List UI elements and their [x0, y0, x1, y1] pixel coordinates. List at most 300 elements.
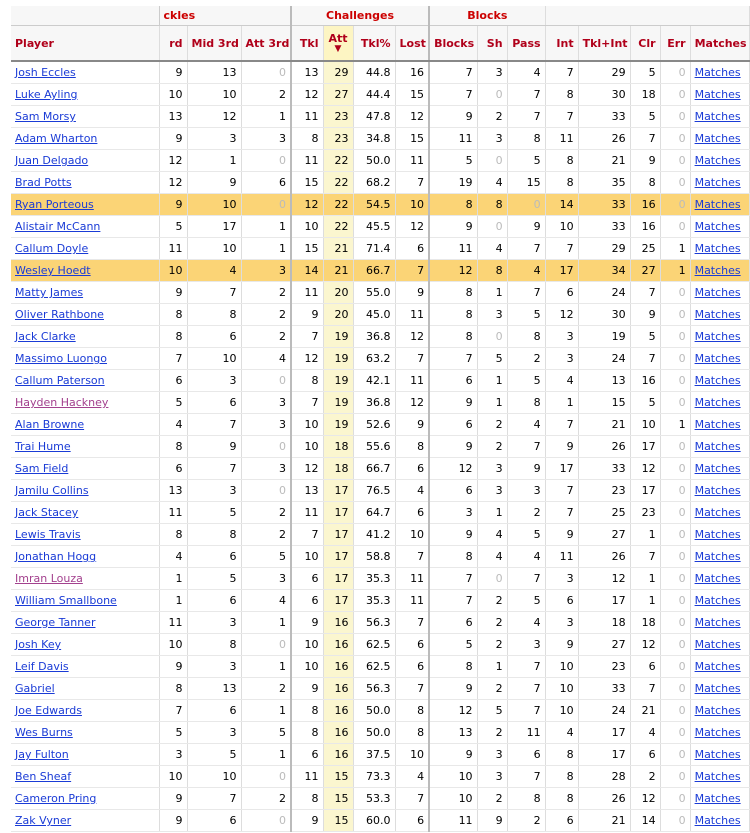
stat-cell: 2 [477, 612, 507, 634]
stat-cell: 2 [477, 722, 507, 744]
stat-cell: 7 [395, 172, 429, 194]
stat-cell: 7 [507, 656, 545, 678]
player-link[interactable]: Cameron Pring [15, 792, 97, 805]
matches-link[interactable]: Matches [694, 792, 741, 805]
stat-cell: 1 [241, 216, 291, 238]
player-link[interactable]: Brad Potts [15, 176, 72, 189]
stat-cell: 10 [187, 766, 241, 788]
player-cell [11, 128, 159, 150]
matches-cell [690, 61, 749, 84]
matches-link[interactable]: Matches [694, 550, 741, 563]
matches-link[interactable]: Matches [694, 594, 741, 607]
matches-link[interactable]: Matches [694, 396, 741, 409]
stat-cell: 12 [429, 458, 477, 480]
stat-cell: 2 [507, 810, 545, 832]
stat-cell: 10 [429, 766, 477, 788]
player-cell [11, 744, 159, 766]
stat-cell: 36.8 [353, 392, 395, 414]
matches-link[interactable]: Matches [694, 572, 741, 585]
stat-cell: 16 [630, 370, 660, 392]
column-header-tkl[interactable]: Tkl [291, 26, 323, 62]
defensive-actions-table [11, 6, 750, 832]
stat-cell: 0 [507, 194, 545, 216]
player-link[interactable]: Jamilu Collins [15, 484, 89, 497]
matches-cell [690, 744, 749, 766]
stat-cell: 8 [429, 326, 477, 348]
stat-cell: 4 [507, 414, 545, 436]
stat-cell: 0 [660, 326, 690, 348]
column-header-row [11, 26, 749, 62]
player-cell [11, 238, 159, 260]
column-header-player[interactable]: Player [11, 26, 159, 62]
stat-cell: 22 [323, 150, 353, 172]
stat-cell: 7 [395, 678, 429, 700]
stat-cell: 0 [241, 436, 291, 458]
stat-cell: 7 [395, 348, 429, 370]
stat-cell: 0 [477, 84, 507, 106]
player-cell [11, 612, 159, 634]
matches-link[interactable]: Matches [694, 352, 741, 365]
stat-cell: 25 [630, 238, 660, 260]
stat-cell: 11 [159, 612, 187, 634]
stat-cell: 0 [241, 766, 291, 788]
stat-cell: 15 [323, 766, 353, 788]
player-link[interactable]: Lewis Travis [15, 528, 81, 541]
stat-cell: 9 [159, 282, 187, 304]
matches-link[interactable]: Matches [694, 506, 741, 519]
stat-cell: 13 [187, 61, 241, 84]
stat-cell: 3 [187, 370, 241, 392]
stat-cell: 9 [429, 392, 477, 414]
stat-cell: 55.0 [353, 282, 395, 304]
stat-cell: 8 [545, 788, 578, 810]
player-link[interactable]: Imran Louza [15, 572, 83, 585]
player-link[interactable]: Hayden Hackney [15, 396, 109, 409]
stat-cell: 3 [241, 458, 291, 480]
stat-cell: 16 [323, 744, 353, 766]
table-row [11, 348, 749, 370]
matches-link[interactable]: Matches [694, 726, 741, 739]
stat-cell: 6 [241, 172, 291, 194]
player-cell [11, 370, 159, 392]
player-link[interactable]: Callum Doyle [15, 242, 89, 255]
stat-cell: 9 [159, 656, 187, 678]
stat-cell: 26 [578, 128, 630, 150]
stat-cell: 5 [507, 370, 545, 392]
player-cell [11, 150, 159, 172]
player-link[interactable]: Alistair McCann [15, 220, 101, 233]
stat-cell: 6 [395, 458, 429, 480]
stat-cell: 2 [477, 414, 507, 436]
player-link[interactable]: Adam Wharton [15, 132, 98, 145]
player-link[interactable]: Callum Paterson [15, 374, 105, 387]
stat-cell: 2 [477, 634, 507, 656]
stat-cell: 0 [660, 634, 690, 656]
stat-cell: 21 [578, 810, 630, 832]
stat-cell: 6 [429, 612, 477, 634]
stat-cell: 0 [477, 216, 507, 238]
matches-link[interactable]: Matches [694, 616, 741, 629]
table-row [11, 766, 749, 788]
stat-cell: 6 [395, 656, 429, 678]
stat-cell: 15 [395, 84, 429, 106]
player-link[interactable]: Jack Stacey [15, 506, 79, 519]
stat-cell: 25 [578, 502, 630, 524]
stat-cell: 2 [241, 502, 291, 524]
stat-cell: 3 [241, 260, 291, 282]
stat-cell: 19 [323, 414, 353, 436]
stat-cell: 22 [323, 194, 353, 216]
column-header-lost[interactable]: Lost [395, 26, 429, 62]
player-link[interactable]: Jack Clarke [15, 330, 76, 343]
matches-link[interactable]: Matches [694, 638, 741, 651]
stat-cell: 9 [159, 194, 187, 216]
player-cell [11, 414, 159, 436]
matches-link[interactable]: Matches [694, 88, 741, 101]
table-row [11, 678, 749, 700]
table-row [11, 150, 749, 172]
player-link[interactable]: Leif Davis [15, 660, 69, 673]
stat-cell: 8 [507, 392, 545, 414]
stat-cell: 17 [187, 216, 241, 238]
table-row [11, 370, 749, 392]
stat-cell: 11 [395, 568, 429, 590]
stat-cell: 5 [429, 634, 477, 656]
stat-cell: 3 [545, 348, 578, 370]
stat-cell: 10 [291, 436, 323, 458]
matches-cell [690, 282, 749, 304]
stat-cell: 54.5 [353, 194, 395, 216]
matches-link[interactable]: Matches [694, 242, 741, 255]
column-header-att[interactable] [323, 26, 353, 62]
matches-cell [690, 84, 749, 106]
stat-cell: 0 [241, 194, 291, 216]
stat-cell: 9 [507, 216, 545, 238]
stat-cell: 5 [507, 150, 545, 172]
stat-cell: 9 [291, 612, 323, 634]
stat-cell: 8 [507, 326, 545, 348]
stat-cell: 3 [477, 480, 507, 502]
player-cell [11, 172, 159, 194]
column-header-def-3rd[interactable]: rd [159, 26, 187, 62]
stat-cell: 45.0 [353, 304, 395, 326]
stat-cell: 14 [545, 194, 578, 216]
stat-cell: 0 [660, 370, 690, 392]
player-link[interactable]: Trai Hume [15, 440, 71, 453]
stat-cell: 3 [545, 326, 578, 348]
player-cell [11, 502, 159, 524]
matches-link[interactable]: Matches [694, 682, 741, 695]
stat-cell: 0 [660, 106, 690, 128]
matches-link[interactable]: Matches [694, 132, 741, 145]
stat-cell: 2 [241, 524, 291, 546]
stat-cell: 11 [159, 502, 187, 524]
stat-cell: 17 [323, 590, 353, 612]
matches-link[interactable]: Matches [694, 198, 741, 211]
table-body [11, 61, 749, 832]
table-row [11, 612, 749, 634]
stat-cell: 11 [429, 810, 477, 832]
player-link[interactable]: Luke Ayling [15, 88, 78, 101]
stat-cell: 2 [477, 436, 507, 458]
table-row [11, 106, 749, 128]
stat-cell: 1 [241, 238, 291, 260]
stat-cell: 8 [429, 546, 477, 568]
stat-cell: 2 [507, 502, 545, 524]
stat-cell: 3 [241, 392, 291, 414]
stat-cell: 10 [395, 194, 429, 216]
player-link[interactable]: Josh Key [15, 638, 62, 651]
matches-link[interactable]: Matches [694, 154, 741, 167]
matches-link[interactable]: Matches [694, 770, 741, 783]
matches-cell [690, 260, 749, 282]
player-link[interactable]: Zak Vyner [15, 814, 72, 827]
stat-cell: 7 [507, 766, 545, 788]
player-link[interactable]: Wesley Hoedt [15, 264, 91, 277]
stat-cell: 12 [545, 304, 578, 326]
matches-link[interactable]: Matches [694, 264, 741, 277]
table-row [11, 480, 749, 502]
stat-cell: 37.5 [353, 744, 395, 766]
matches-link[interactable]: Matches [694, 528, 741, 541]
matches-cell [690, 700, 749, 722]
player-link[interactable]: Oliver Rathbone [15, 308, 104, 321]
matches-link[interactable]: Matches [694, 66, 741, 79]
matches-link[interactable]: Matches [694, 704, 741, 717]
stat-cell: 11 [545, 546, 578, 568]
player-link[interactable]: Jonathan Hogg [15, 550, 97, 563]
matches-link[interactable]: Matches [694, 308, 741, 321]
matches-link[interactable]: Matches [694, 484, 741, 497]
matches-link[interactable]: Matches [694, 374, 741, 387]
stat-cell: 14 [291, 260, 323, 282]
stat-cell: 66.7 [353, 458, 395, 480]
stat-cell: 17 [545, 260, 578, 282]
matches-link[interactable]: Matches [694, 440, 741, 453]
stat-cell: 8 [159, 524, 187, 546]
matches-cell [690, 788, 749, 810]
player-link[interactable]: Matty James [15, 286, 84, 299]
player-link[interactable]: Ryan Porteous [15, 198, 94, 211]
stat-cell: 7 [395, 612, 429, 634]
stat-cell: 6 [159, 458, 187, 480]
stat-cell: 55.6 [353, 436, 395, 458]
stat-cell: 45.5 [353, 216, 395, 238]
player-link[interactable]: Sam Morsy [15, 110, 76, 123]
column-header-err[interactable]: Err [660, 26, 690, 62]
stat-cell: 4 [507, 61, 545, 84]
stat-cell: 11 [159, 238, 187, 260]
stat-cell: 15 [323, 788, 353, 810]
stat-cell: 6 [187, 590, 241, 612]
stat-cell: 17 [578, 590, 630, 612]
stat-cell: 10 [291, 634, 323, 656]
stat-cell: 6 [395, 634, 429, 656]
column-header-tkl-int[interactable]: Tkl+Int [578, 26, 630, 62]
matches-link[interactable]: Matches [694, 660, 741, 673]
stat-cell: 10 [545, 678, 578, 700]
matches-cell [690, 238, 749, 260]
stat-cell: 7 [507, 568, 545, 590]
matches-cell [690, 458, 749, 480]
player-link[interactable]: William Smallbone [15, 594, 117, 607]
matches-link[interactable]: Matches [694, 286, 741, 299]
table-row [11, 172, 749, 194]
stat-cell: 8 [187, 524, 241, 546]
stat-cell: 5 [429, 150, 477, 172]
player-link[interactable]: Gabriel [15, 682, 55, 695]
group-header-tackles: ckles [159, 6, 291, 26]
matches-cell [690, 414, 749, 436]
player-cell [11, 106, 159, 128]
stat-cell: 7 [187, 282, 241, 304]
stat-cell: 8 [291, 722, 323, 744]
stat-cell: 18 [630, 84, 660, 106]
stat-cell: 34.8 [353, 128, 395, 150]
column-header-tkl-pct[interactable]: Tkl% [353, 26, 395, 62]
player-cell [11, 656, 159, 678]
table-row [11, 414, 749, 436]
stat-cell: 4 [159, 546, 187, 568]
stat-cell: 10 [187, 84, 241, 106]
stat-cell: 12 [291, 348, 323, 370]
stat-cell: 2 [241, 282, 291, 304]
column-header-clr[interactable]: Clr [630, 26, 660, 62]
player-link[interactable]: Joe Edwards [15, 704, 82, 717]
stat-cell: 63.2 [353, 348, 395, 370]
stat-cell: 0 [660, 502, 690, 524]
stat-cell: 5 [630, 61, 660, 84]
matches-link[interactable]: Matches [694, 418, 741, 431]
matches-cell [690, 810, 749, 832]
column-header-matches[interactable]: Matches [690, 26, 749, 62]
stat-cell: 7 [187, 788, 241, 810]
player-cell [11, 392, 159, 414]
stat-cell: 0 [660, 480, 690, 502]
player-link[interactable]: Juan Delgado [15, 154, 89, 167]
player-link[interactable]: Massimo Luongo [15, 352, 108, 365]
matches-link[interactable]: Matches [694, 220, 741, 233]
stat-cell: 9 [395, 282, 429, 304]
matches-link[interactable]: Matches [694, 748, 741, 761]
column-header-blocks[interactable]: Blocks [429, 26, 477, 62]
stat-cell: 0 [660, 392, 690, 414]
stat-cell: 7 [545, 238, 578, 260]
player-cell [11, 524, 159, 546]
stat-cell: 8 [545, 744, 578, 766]
stat-cell: 7 [507, 282, 545, 304]
stat-cell: 7 [429, 590, 477, 612]
column-header-pass[interactable]: Pass [507, 26, 545, 62]
player-link[interactable]: Sam Field [15, 462, 69, 475]
matches-cell [690, 502, 749, 524]
stat-cell: 22 [323, 172, 353, 194]
player-link[interactable]: Alan Browne [15, 418, 85, 431]
stat-cell: 10 [545, 216, 578, 238]
player-link[interactable]: Josh Eccles [15, 66, 76, 79]
stat-cell: 6 [630, 656, 660, 678]
stat-cell: 1 [477, 392, 507, 414]
stat-cell: 44.4 [353, 84, 395, 106]
matches-cell [690, 524, 749, 546]
stat-cell: 3 [477, 458, 507, 480]
player-link[interactable]: George Tanner [15, 616, 96, 629]
stat-cell: 0 [660, 216, 690, 238]
matches-cell [690, 546, 749, 568]
player-link[interactable]: Ben Sheaf [15, 770, 72, 783]
stat-cell: 5 [241, 722, 291, 744]
stat-cell: 4 [477, 172, 507, 194]
stat-cell: 30 [578, 304, 630, 326]
stat-cell: 11 [395, 590, 429, 612]
column-header-mid-3rd[interactable]: Mid 3rd [187, 26, 241, 62]
stat-cell: 6 [187, 700, 241, 722]
stat-cell: 9 [630, 304, 660, 326]
stat-cell: 16 [323, 656, 353, 678]
stat-cell: 5 [630, 392, 660, 414]
stat-cell: 50.0 [353, 150, 395, 172]
stat-cell: 42.1 [353, 370, 395, 392]
stat-cell: 29 [578, 61, 630, 84]
player-link[interactable]: Wes Burns [15, 726, 73, 739]
stat-cell: 7 [159, 348, 187, 370]
stat-cell: 47.8 [353, 106, 395, 128]
matches-link[interactable]: Matches [694, 814, 741, 827]
column-header-att-3rd[interactable]: Att 3rd [241, 26, 291, 62]
matches-link[interactable]: Matches [694, 330, 741, 343]
stat-cell: 17 [323, 524, 353, 546]
column-header-int[interactable]: Int [545, 26, 578, 62]
matches-link[interactable]: Matches [694, 110, 741, 123]
stat-cell: 12 [291, 458, 323, 480]
stat-cell: 19 [323, 326, 353, 348]
stat-cell: 1 [159, 590, 187, 612]
matches-link[interactable]: Matches [694, 462, 741, 475]
stat-cell: 36.8 [353, 326, 395, 348]
stat-cell: 4 [159, 414, 187, 436]
stat-cell: 8 [545, 150, 578, 172]
table-row [11, 700, 749, 722]
stat-cell: 18 [323, 436, 353, 458]
stat-cell: 11 [291, 282, 323, 304]
matches-link[interactable]: Matches [694, 176, 741, 189]
player-cell [11, 61, 159, 84]
stat-cell: 8 [291, 788, 323, 810]
table-row [11, 436, 749, 458]
stat-cell: 60.0 [353, 810, 395, 832]
stat-cell: 14 [630, 810, 660, 832]
stat-cell: 18 [630, 612, 660, 634]
stat-cell: 3 [545, 612, 578, 634]
stat-cell: 33 [578, 194, 630, 216]
stat-cell: 11 [291, 150, 323, 172]
stat-cell: 12 [429, 260, 477, 282]
stat-cell: 6 [429, 414, 477, 436]
stat-cell: 10 [291, 546, 323, 568]
column-header-att-label: Att [328, 32, 348, 45]
stat-cell: 0 [660, 612, 690, 634]
stat-cell: 19 [578, 326, 630, 348]
matches-cell [690, 568, 749, 590]
player-link[interactable]: Jay Fulton [15, 748, 69, 761]
stat-cell: 6 [291, 568, 323, 590]
stat-cell: 11 [429, 238, 477, 260]
column-header-sh[interactable]: Sh [477, 26, 507, 62]
table-row [11, 260, 749, 282]
stat-cell: 3 [477, 304, 507, 326]
stat-cell: 8 [395, 436, 429, 458]
stat-cell: 7 [630, 348, 660, 370]
